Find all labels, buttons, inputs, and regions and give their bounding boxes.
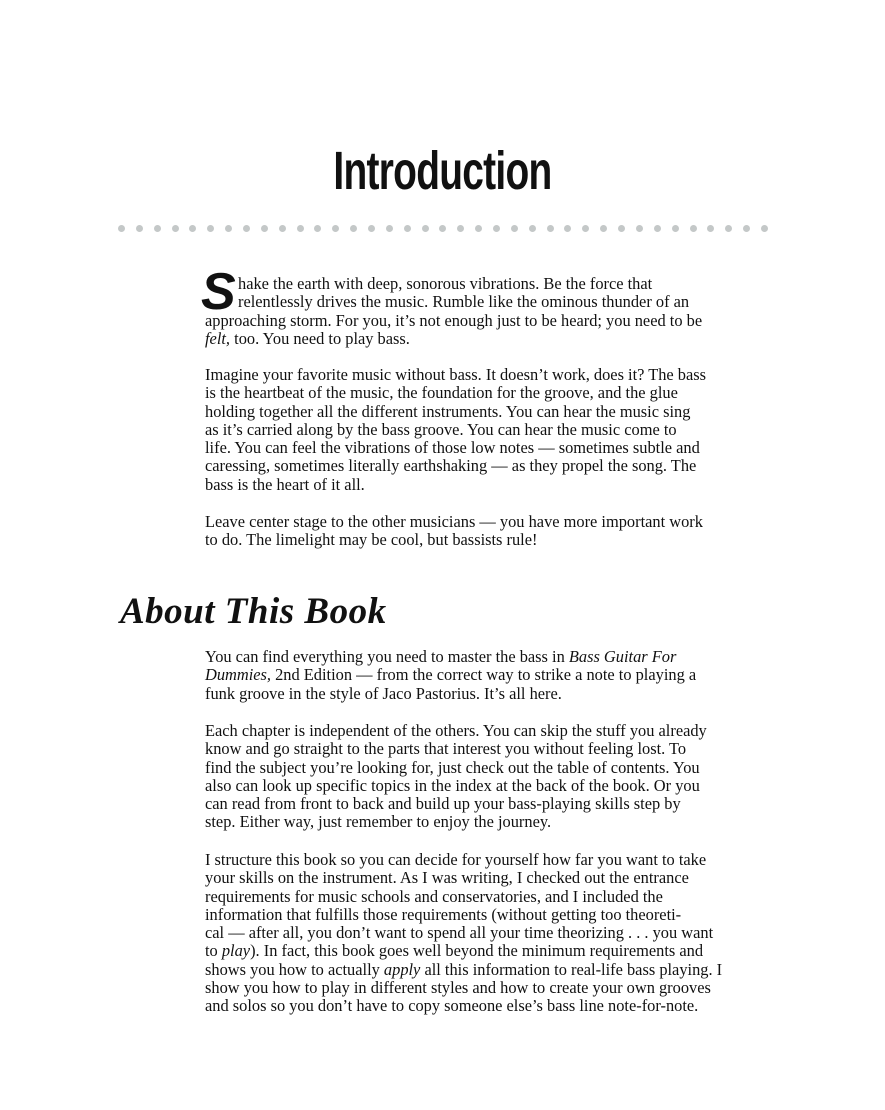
text-line — [205, 476, 706, 494]
divider-dot — [368, 225, 375, 232]
text-segment: caressing, sometimes literally earthshaking — as they propel the song. The — [205, 456, 697, 476]
divider-dot — [618, 225, 625, 232]
text-segment: find the subject you’re looking for, just check out the table of contents. You — [205, 757, 700, 777]
divider-dot — [636, 225, 643, 232]
text-line — [205, 384, 706, 402]
text-segment: too. You need to play bass. — [230, 328, 410, 348]
divider-dot — [189, 225, 196, 232]
divider-dot — [761, 225, 768, 232]
divider-dot — [564, 225, 571, 232]
divider-dot — [404, 225, 411, 232]
divider-dot — [297, 225, 304, 232]
text-segment: and solos so you don’t have to copy someone else’s bass line note-for-note. — [205, 996, 699, 1016]
italic-text: Dummies, — [205, 665, 272, 685]
text-line — [205, 513, 703, 531]
text-segment: 2nd Edition — from the correct way to strike a note to playing a — [271, 665, 697, 685]
text-line — [205, 312, 702, 330]
intro-paragraph-3 — [205, 513, 703, 550]
text-line — [205, 795, 707, 813]
text-line — [205, 869, 722, 887]
about-paragraph-2 — [205, 722, 707, 832]
text-segment: all this information to real-life bass playing. I — [420, 959, 723, 979]
divider-dot — [118, 225, 125, 232]
divider-dot — [386, 225, 393, 232]
divider-dot — [707, 225, 714, 232]
divider-dot — [422, 225, 429, 232]
dotted-divider — [118, 225, 768, 235]
text-line — [205, 851, 722, 869]
text-line — [205, 648, 696, 666]
text-line — [205, 403, 706, 421]
text-line — [205, 457, 706, 475]
italic-text: felt, — [205, 328, 231, 348]
text-segment: You can find everything you need to master the bass in — [205, 647, 569, 666]
chapter-title-text: Introduction — [333, 141, 552, 201]
text-segment: shows you how to actually — [205, 959, 384, 979]
italic-text: apply — [383, 959, 421, 979]
divider-dot — [350, 225, 357, 232]
text-line — [205, 439, 706, 457]
text-segment: also can look up specific topics in the index at the back of the book. Or you — [205, 775, 700, 795]
text-segment: Each chapter is independent of the others. You can skip the stuff you already — [205, 721, 707, 740]
text-segment: information that fulfills those requirements (without getting too theoreti- — [205, 904, 682, 924]
divider-dot — [332, 225, 339, 232]
intro-paragraph-1 — [201, 263, 703, 348]
text-segment: can read from front to back and build up your bass-playing skills step by — [205, 794, 681, 814]
text-line — [205, 685, 696, 703]
divider-dot — [547, 225, 554, 232]
text-segment: to — [205, 941, 222, 961]
divider-dot — [154, 225, 161, 232]
text-segment: hake the earth with deep, sonorous vibrations. Be the force that — [238, 274, 653, 293]
about-paragraph-1 — [205, 648, 696, 703]
divider-dot — [136, 225, 143, 232]
text-segment: your skills on the instrument. As I was writing, I checked out the entrance — [205, 868, 689, 888]
divider-dot — [690, 225, 697, 232]
text-segment: requirements for music schools and conservatories, and I included the — [205, 886, 663, 906]
text-segment: funk groove in the style of Jaco Pastorius. It’s all here. — [205, 683, 562, 703]
text-segment: cal — after all, you don’t want to spend all your time theorizing . . . you want — [205, 923, 714, 943]
intro-paragraph-2 — [205, 366, 706, 494]
divider-dot — [511, 225, 518, 232]
text-segment: I structure this book so you can decide for yourself how far you want to take — [205, 850, 707, 869]
text-segment: is the heartbeat of the music, the foundation for the groove, and the glue — [205, 383, 678, 403]
text-line — [205, 888, 722, 906]
text-segment: as it’s carried along by the bass groove. You can hear the music come to — [205, 419, 677, 439]
divider-dot — [743, 225, 750, 232]
text-segment: Leave center stage to the other musicians — you have more important work — [205, 512, 703, 531]
text-line — [205, 531, 703, 549]
chapter-title — [0, 140, 885, 202]
text-line — [205, 722, 707, 740]
divider-dot — [725, 225, 732, 232]
divider-dot — [600, 225, 607, 232]
text-line — [205, 275, 702, 293]
text-line — [205, 813, 707, 831]
divider-dot — [261, 225, 268, 232]
text-line — [205, 421, 706, 439]
text-segment: approaching storm. For you, it’s not enough just to be heard; you need to be — [205, 310, 703, 330]
divider-dot — [439, 225, 446, 232]
text-line — [205, 924, 722, 942]
drop-cap: S — [201, 263, 236, 321]
divider-dot — [457, 225, 464, 232]
divider-dot — [493, 225, 500, 232]
divider-dot — [314, 225, 321, 232]
text-line — [205, 330, 702, 348]
text-line — [205, 666, 696, 684]
italic-text: Bass Guitar For — [568, 647, 677, 666]
text-segment: ). In fact, this book goes well beyond the minimum requirements and — [250, 941, 704, 961]
divider-dot — [207, 225, 214, 232]
divider-dot — [475, 225, 482, 232]
section-heading: About This Book — [120, 591, 387, 632]
divider-dot — [279, 225, 286, 232]
text-segment: know and go straight to the parts that interest you without feeling lost. To — [205, 739, 687, 759]
text-segment: bass is the heart of it all. — [205, 474, 365, 494]
divider-dot — [529, 225, 536, 232]
text-line — [205, 942, 722, 960]
text-line — [205, 293, 702, 311]
text-line — [205, 961, 722, 979]
text-segment: show you how to play in different styles and how to create your own grooves — [205, 978, 711, 998]
about-paragraph-3 — [205, 851, 722, 1016]
divider-dot — [172, 225, 179, 232]
text-line — [205, 997, 722, 1015]
text-segment: Imagine your favorite music without bass. It doesn’t work, does it? The bass — [205, 365, 707, 384]
divider-dot — [225, 225, 232, 232]
italic-text: play — [221, 941, 251, 961]
divider-dot — [654, 225, 661, 232]
text-line — [205, 979, 722, 997]
text-line — [205, 906, 722, 924]
text-line — [205, 777, 707, 795]
text-line — [205, 366, 706, 384]
text-segment: relentlessly drives the music. Rumble like the ominous thunder of an — [238, 292, 690, 312]
text-segment: life. You can feel the vibrations of those low notes — sometimes subtle and — [205, 438, 700, 458]
text-segment: to do. The limelight may be cool, but bassists rule! — [205, 530, 538, 550]
divider-dot — [582, 225, 589, 232]
divider-dot — [243, 225, 250, 232]
divider-dot — [672, 225, 679, 232]
text-segment: step. Either way, just remember to enjoy the journey. — [205, 812, 552, 832]
text-line — [205, 740, 707, 758]
text-segment: holding together all the different instruments. You can hear the music sing — [205, 401, 691, 421]
text-line — [205, 759, 707, 777]
